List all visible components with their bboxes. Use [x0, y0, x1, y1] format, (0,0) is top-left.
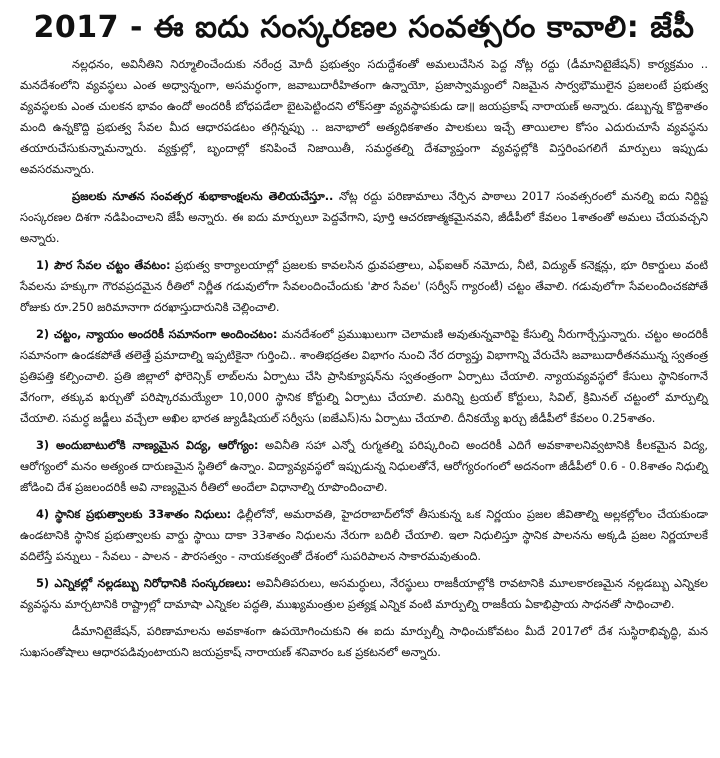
- point-4-heading: 4) స్థానిక ప్రభుత్వాలకు 33శాతం నిధులు:: [36, 507, 232, 521]
- point-5: [20, 573, 708, 615]
- point-3-heading: 3) అందుబాటులోకి నాణ్యమైన విద్య, ఆరోగ్యం:: [36, 438, 259, 452]
- closing-paragraph: డీమానిటైజేషన్, పరిణామాలను అవకాశంగా ఉపయోగించుకుని ఈ ఐదు మార్పుల్నీ సాధించుకోవటం మీదే 2017లో దేశ సుస్థిరాభివృద్ధి, మన సుఖసంతోషాలు ఆధారపడివుంటాయని జయప్రకాష్ నారాయణ్ శనివారం ఒక ప్రకటనలో అన్నారు.: [20, 624, 708, 659]
- intro-paragraph: నల్లధనం, అవినీతిని నిర్మూలించేందుకు నరేంద్ర మోదీ ప్రభుత్వం సదుద్దేశంతో అమలుచేసిన పెద్ద నోట్ల రద్దు (డీమానిటైజేషన్) కార్యక్రమం .. మనదేశంలోని వ్యవస్థలు ఎంత అధ్వాన్నంగా, అసమర్ధంగా, జవాబుదారీహితంగా ఉన్నాయో, ప్రజాస్వామ్యంలో నిజమైన సార్వభౌములైన ప్రజలంటే ప్రభుత్వ వ్యవస్థలకు ఎంత చులకన భావం ఉందో అందరికీ బోధపడేలా బైటపెట్టిందని లోక్‌సత్తా వ్యవస్థాపకుడు డా॥ జయప్రకాష్ నారాయణ్ అన్నారు. డబ్బున్న కొద్దిశాతం మంది ఉన్నకొద్ది ప్రభుత్వ సేవల మీద ఆధారపడటం తగ్గిన్నప్పు .. జనాభాలో అత్యధికశాతం పాలకులు ఇచ్చే తాయిలాల కోసం ఎదురుచూసే వ్యవస్థను తయారుచేసుకున్నామన్నారు. వ్యక్తుల్లో, బృందాల్లో కనిపించే నిజాయితీ, సమర్ధతల్ని దేశవ్యాప్తంగా వ్యవస్థల్లోకి విస్తరింపగలిగే మార్పులు ఇప్పుడు అవసరమన్నారు.: [20, 57, 708, 176]
- point-2-heading: 2) చట్టం, న్యాయం అందరికీ సమానంగా అందించటం:: [36, 327, 278, 341]
- point-1-heading: 1) పౌర సేవల చట్టం తేవటం:: [36, 258, 171, 272]
- point-4-text: ఢిల్లీలోనో, అమరావతి, హైదరాబాద్‌లోనో తీసుకున్న ఒక నిర్ణయం ప్రజల జీవితాల్ని అల్లకల్లోలం చేయకుండా ఉండటానికి స్థానిక ప్రభుత్వాలకు వార్డు స్థాయి దాకా 33శాతం నిధులను నేరుగా బదిలీ చేయాలి. ఇలా నిధులిస్తూ స్థానిక పాలనను అక్కడి ప్రజల నిర్ణయాలకే వదిలేస్తే పన్నులు - సేవలు - పాలన - పౌరసత్వం - నాయకత్వంతో దేశంలో సుపరిపాలన సాకారమవుతుంది.: [20, 507, 708, 563]
- point-3-text: అవినీతి సహా ఎన్నో రుగ్మతల్ని పరిష్కరించి అందరికీ ఎదిగే అవకాశాలనివ్వటానికి కీలకమైన విద్య, ఆరోగ్యంలో మనం అత్యంత దారుణమైన స్థితిలో ఉన్నాం. విద్యావ్యవస్థలో ఇప్పుడున్న నిధులతోనే, ఆరోగ్యరంగంలో అదనంగా జీడీపీలో 0.6 - 0.8శాతం నిధుల్ని జోడించి దేశ ప్రజలందరికీ అవి నాణ్యమైన రీతిలో అందేలా విధానాల్ని రూపొందించాలి.: [20, 438, 709, 494]
- article-title: 2017 - ఈ ఐదు సంస్కరణల సంవత్సరం కావాలి: జేపీ: [33, 10, 695, 45]
- wishes-lead: ప్రజలకు నూతన సంవత్సర శుభాకాంక్షలను తెలియచేస్తూ..: [72, 189, 334, 203]
- wishes-text: నోట్ల రద్దు పరిణామాలు నేర్పిన పాఠాలు 2017 సంవత్సరంలో మనల్ని ఐదు నిర్దిష్ట సంస్కరణల దిశగా నడిపించాలని జేపీ అన్నారు. ఈ ఐదు మార్పులూ పెద్దవేగాని, పూర్తి ఆచరణాత్మకమైనవని, జీడీపీలో కేవలం 1శాతంతో అమలు చేయవచ్చని అన్నారు.: [20, 189, 708, 245]
- point-4: [20, 504, 708, 567]
- point-3: [20, 435, 708, 498]
- point-5-text: అవినీతిపరులు, అసమర్ధులు, నేరస్థులు రాజకీయాల్లోకి రావటానికి మూలకారణమైన నల్లడబ్బు ఎన్నికల వ్యవస్థను మార్చటానికి రాష్ట్రాల్లో దామాషా ఎన్నికల పద్ధతి, ముఖ్యమంత్రుల ప్రత్యక్ష ఎన్నిక వంటి మార్పుల్ని రాజకీయ ఏకాభిప్రాయ సాధనతో సాధించాలి.: [20, 576, 708, 611]
- point-1: [20, 255, 708, 318]
- point-2-text: మనదేశంలో ప్రముఖులుగా చెలామణి అవుతున్నవారిపై కేసుల్ని నీరుగార్చేస్తున్నారు. చట్టం అందరికీ సమానంగా ఉండకపోతే తలెత్తే ప్రమాదాల్ని ఇప్పటికైనా గుర్తించి.. శాంతిభద్రతల విభాగం నుంచి నేర దర్యాప్తు విభాగాన్ని వేరుచేసి జవాబుదారీతనమున్న స్వతంత్ర ప్రతిపత్తి కల్పించాలి. ప్రతి జిల్లాలో ఫోరెన్సిక్ లాబ్‌లను ఏర్పాటు చేసి ప్రాసిక్యూషన్‌ను స్వతంత్రంగా ఏర్పాటు చేయాలి. న్యాయవ్యవస్థలో కేసులు స్థానికంగానే వేగంగా, తక్కువ ఖర్చుతో పరిష్కారమయ్యేలా 10,000 స్థానిక కోర్టుల్ని ఏర్పాటు చేయాలి. మరిన్ని ట్రయల్ కోర్టులు, సివిల్, క్రిమినల్ చట్టంలో మార్పుల్ని చేయాలి. సమర్ధ జడ్జీలు వచ్చేలా అఖిల భారత జ్యుడీషియల్ సర్వీసు (ఐజేఎస్)ను ఏర్పాటు చేయాలి. దీనికయ్యే ఖర్చు జీడీపీలో కేవలం 0.25శాతం.: [20, 327, 708, 425]
- wishes-paragraph: [20, 186, 708, 249]
- point-1-text: ప్రభుత్వ కార్యాలయాల్లో ప్రజలకు కావలసిన ధ్రువపత్రాలు, ఎఫ్‌ఐఆర్ నమోదు, నీటి, విద్యుత్ కనెక్షన్లు, భూ రికార్డులు వంటి సేవలను హక్కుగా గౌరవప్రదమైన రీతిలో నిర్ణీత గడువులోగా సేవలందించేందుకు 'పౌర సేవల' (సర్వీస్ గ్యారంటీ) చట్టం తేవాలి. గడువులోగా సేవలందించకపోతే రోజుకు రూ.250 జరిమానాగా దరఖాస్తుదారునికి చెల్లించాలి.: [20, 258, 708, 314]
- point-2: [20, 324, 708, 429]
- point-5-heading: 5) ఎన్నికల్లో నల్లడబ్బు నిరోధానికి సంస్కరణలు:: [36, 576, 252, 590]
